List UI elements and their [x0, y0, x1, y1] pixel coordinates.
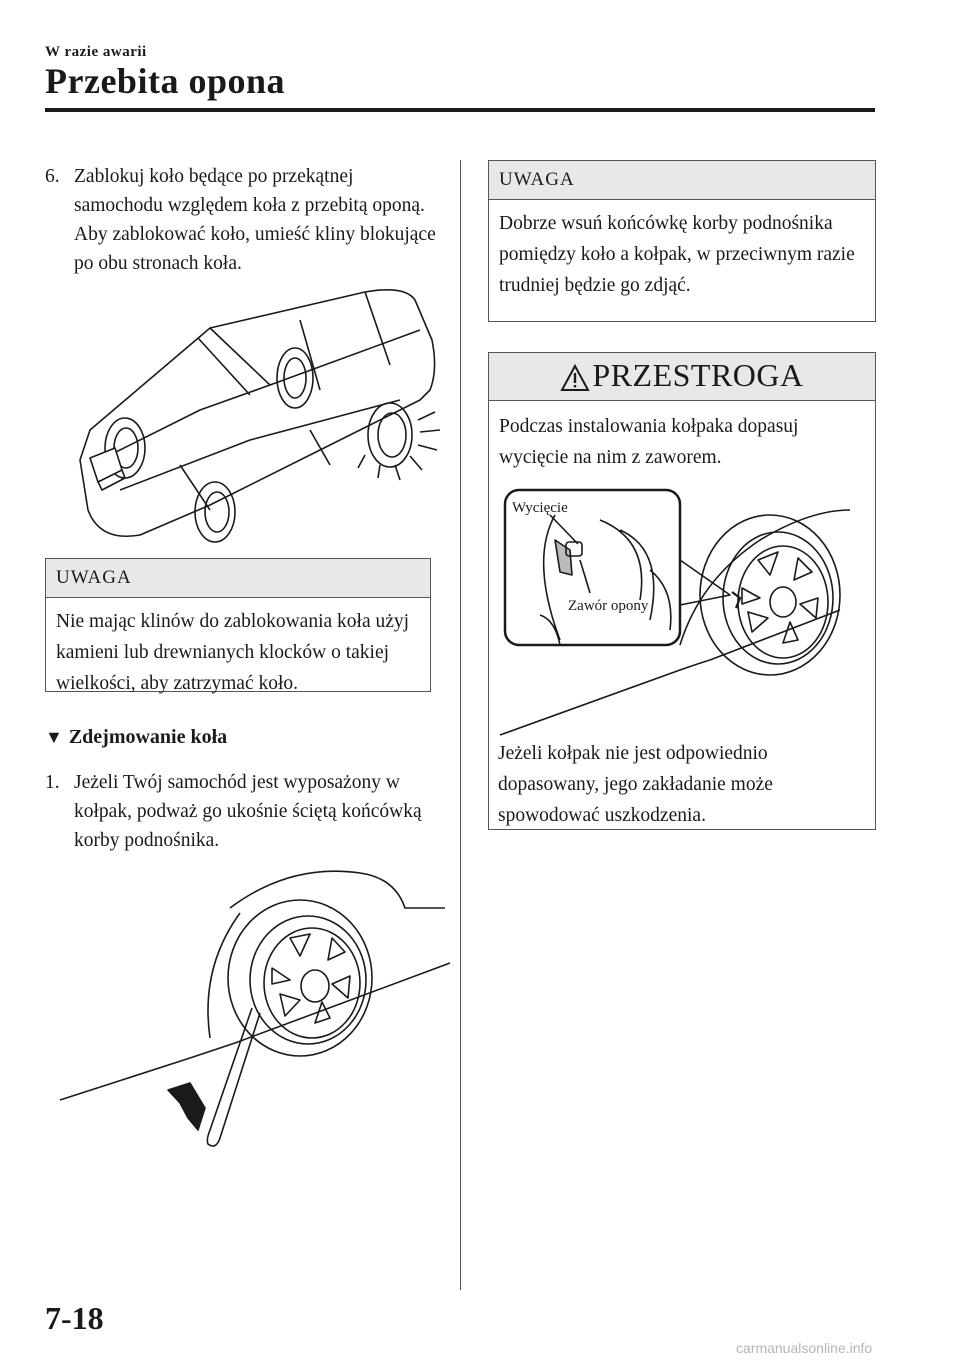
valve-alignment-illustration: [500, 480, 870, 735]
hubcap-removal-illustration: [60, 868, 450, 1148]
subheading-wheel-removal: [45, 726, 227, 749]
caution-text-1: Podczas instalowania kołpaka dopasuj wycięcie na nim z zaworem.: [499, 416, 799, 468]
caution-text-2: Jeżeli kołpak nie jest odpowiednio dopasowany, jego zakładanie może spowodować uszkodzenia.: [498, 743, 773, 826]
step-1-text: Jeżeli Twój samochód jest wyposażony w kołpak, podważ go ukośnie ściętą końcówką korby podnośnika.: [74, 772, 422, 851]
note-title: UWAGA: [46, 559, 430, 598]
note-box-right: [488, 160, 876, 322]
label-notch: Wycięcie: [512, 500, 568, 516]
caution-header: [489, 353, 875, 401]
step-6-text: Zablokuj koło będące po przekątnej samochodu względem koła z przebitą oponą. Aby zablokować koło, umieść kliny blokujące po obu stronach koła.: [74, 166, 436, 274]
step-6: [45, 162, 440, 278]
watermark: carmanualsonline.info: [736, 1340, 873, 1356]
car-chock-illustration: [60, 280, 440, 550]
step-1-number: 1.: [45, 772, 60, 793]
note-text-right: Dobrze wsuń końcówkę korby podnośnika pomiędzy koło a kołpak, w przeciwnym razie trudniej będzie go zdjąć.: [499, 213, 855, 296]
warning-triangle-icon: [560, 364, 590, 392]
page-title: Przebita opona: [45, 61, 285, 101]
step-1: [45, 768, 440, 855]
label-valve: Zawór opony: [568, 598, 649, 614]
header-rule: [45, 108, 875, 112]
caution-title: PRZESTROGA: [592, 357, 804, 393]
page-number: 7-18: [45, 1300, 104, 1336]
column-divider: [460, 160, 461, 1290]
section-label: W razie awarii: [45, 44, 147, 60]
triangle-down-bullet-icon: ▼: [45, 727, 63, 747]
step-6-number: 6.: [45, 166, 60, 187]
note-text: Nie mając klinów do zablokowania koła użyj kamieni lub drewnianych klocków o takiej wielkości, aby zatrzymać koło.: [56, 611, 410, 694]
note-title-right: UWAGA: [489, 161, 875, 200]
note-box-left: [45, 558, 431, 692]
subheading-text: Zdejmowanie koła: [68, 726, 228, 748]
